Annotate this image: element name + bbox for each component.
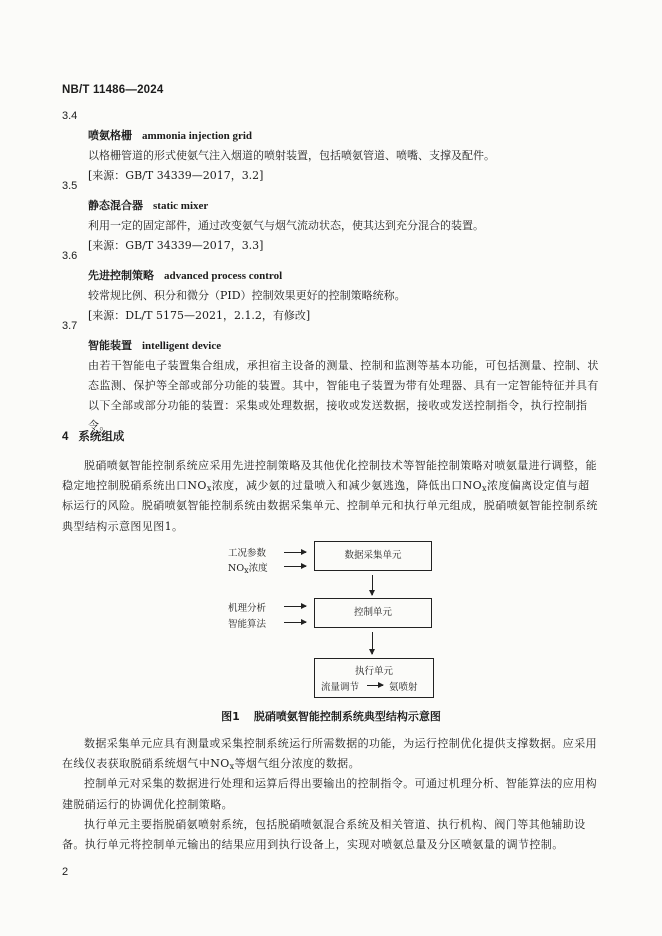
paragraph-execution-unit: 执行单元主要指脱硝氨喷射系统，包括脱硝喷氨混合系统及相关管道、执行机构、阀门等其他辅助设备。执行单元将控制单元输出的结果应用到执行设备上，实现对喷氨总量及分区喷氨量的调节控制。 — [62, 817, 586, 852]
clause-number: 3.7 — [62, 320, 78, 332]
standard-number: NB/T 11486—2024 — [62, 84, 164, 96]
term-source: [来源：GB/T 34339—2017，3.3] — [88, 239, 264, 252]
paragraph-data-acquisition: 数据采集单元应具有测量或采集控制系统运行所需数据的功能，为运行控制优化提供支撑数据。应采用在线仪表获取脱硝系统烟气中$NO_x$等烟气组分浓度的数据。 — [62, 737, 597, 772]
figure-caption-text: 脱硝喷氨智能控制系统典型结构示意图 — [253, 710, 441, 723]
arrow-right — [367, 685, 383, 686]
section-intro — [62, 456, 600, 537]
term-definition: 由若干智能电子装置集合组成，承担宿主设备的测量、控制和监测等基本功能，可包括测量、控制、状态监测、保护等全部或部分功能的装置。其中，智能电子装置为带有处理器、具有一定智能特征并具有以下全部或部分功能的装置：采集或处理数据，接收或发送数据，接收或发送控制指令，执行控制指令。 — [88, 359, 599, 432]
section-title: 系统组成 — [78, 429, 125, 443]
execution-unit-box — [314, 658, 434, 698]
input-label-algorithm: 智能算法 — [228, 619, 267, 630]
term-en: static mixer — [153, 200, 209, 212]
figure-caption — [0, 708, 662, 724]
flow-regulation-label: 流量调节 — [321, 682, 360, 693]
execution-unit-title: 执行单元 — [354, 666, 393, 677]
term-title — [62, 196, 602, 216]
input-label-mechanism: 机理分析 — [228, 603, 267, 614]
term-definition: 利用一定的固定部件，通过改变氨气与烟气流动状态，使其达到充分混合的装置。 — [88, 219, 484, 232]
clause-number: 3.4 — [62, 110, 78, 122]
arrow-down — [372, 575, 373, 595]
section-body — [62, 734, 600, 855]
section-heading — [62, 428, 124, 444]
input-label-nox: $NO_x$浓度 — [228, 563, 268, 575]
term-entry-3-4 — [62, 106, 602, 186]
page-number: 2 — [62, 866, 69, 878]
data-acquisition-unit-box: 数据采集单元 — [314, 541, 432, 571]
clause-number: 3.6 — [62, 250, 78, 262]
arrow-right — [284, 606, 306, 607]
term-entry-3-5 — [62, 176, 602, 256]
arrow-down — [372, 632, 373, 654]
term-title — [62, 126, 602, 146]
term-zh: 喷氨格栅 — [88, 129, 132, 142]
term-en: ammonia injection grid — [142, 130, 252, 142]
term-entry-3-6 — [62, 246, 602, 326]
term-title — [62, 266, 602, 286]
clause-number: 3.5 — [62, 180, 78, 192]
term-entry-3-7 — [62, 316, 602, 436]
term-source: [来源：DL/T 5175—2021，2.1.2，有修改] — [88, 309, 311, 322]
term-zh: 智能装置 — [88, 339, 132, 352]
intro-paragraph: 脱硝喷氨智能控制系统应采用先进控制策略及其他优化控制技术等智能控制策略对喷氨量进行调整，能稳定地控制脱硝系统出口$NO_x$浓度，减少氨的过量喷入和减少氨逃逸，降低出口$NO_x$浓度偏离设定值与超标运行的风险。脱硝喷氨智能控制系统由数据采集单元、控制单元和执行单元组成，脱硝喷氨智能控制系统典型结构示意图见图1。 — [62, 459, 598, 533]
paragraph-control-unit: 控制单元对采集的数据进行处理和运算后得出要输出的控制指令。可通过机理分析、智能算法的应用构建脱硝运行的协调优化控制策略。 — [62, 777, 597, 811]
figure-number: 图1 — [221, 710, 240, 723]
term-source: [来源：GB/T 34339—2017，3.2] — [88, 169, 264, 182]
input-label-operating-params: 工况参数 — [228, 548, 267, 559]
term-zh: 静态混合器 — [88, 199, 143, 212]
term-definition: 较常规比例、积分和微分（PID）控制效果更好的控制策略统称。 — [88, 289, 406, 302]
term-title — [62, 336, 602, 356]
term-zh: 先进控制策略 — [88, 269, 154, 282]
term-en: intelligent device — [142, 340, 222, 352]
term-en: advanced process control — [164, 270, 283, 282]
term-definition: 以格栅管道的形式使氨气注入烟道的喷射装置，包括喷氨管道、喷嘴、支撑及配件。 — [88, 149, 495, 162]
ammonia-injection-label: 氨喷射 — [389, 682, 418, 693]
control-unit-box: 控制单元 — [314, 598, 432, 628]
arrow-right — [284, 552, 306, 553]
arrow-right — [284, 622, 306, 623]
arrow-right — [284, 566, 306, 567]
section-number: 4 — [62, 431, 69, 443]
